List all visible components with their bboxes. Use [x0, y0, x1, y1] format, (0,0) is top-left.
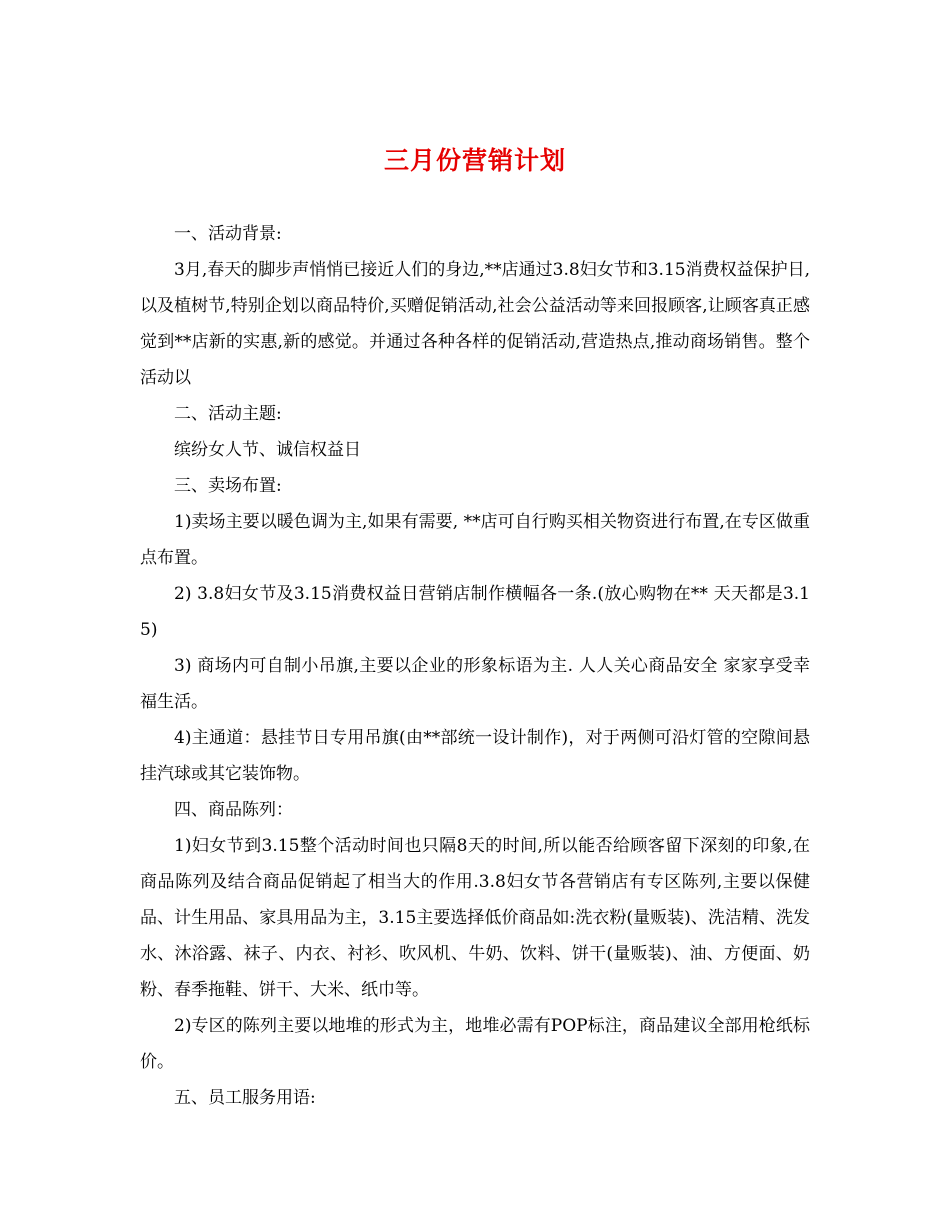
paragraph-theme: 缤纷女人节、诚信权益日 — [174, 440, 361, 460]
section-heading-theme: 二、活动主题: — [174, 404, 282, 424]
paragraph-layout-2: 2) 3.8妇女节及3.15消费权益日营销店制作横幅各一条.(放心购物在** 天天都是3.15) — [140, 584, 810, 640]
paragraph-layout-3: 3) 商场内可自制小吊旗,主要以企业的形象标语为主. 人人关心商品安全 家家享受幸福生活。 — [140, 656, 810, 712]
paragraph-display-2: 2)专区的陈列主要以地堆的形式为主，地堆必需有POP标注，商品建议全部用枪纸标价。 — [140, 1016, 810, 1072]
paragraph-layout-4: 4)主通道：悬挂节日专用吊旗(由**部统一设计制作)，对于两侧可沿灯管的空隙间悬挂汽球或其它装饰物。 — [140, 728, 810, 784]
paragraph-background: 3月,春天的脚步声悄悄已接近人们的身边,**店通过3.8妇女节和3.15消费权益保护日,以及植树节,特别企划以商品特价,买赠促销活动,社会公益活动等来回报顾客,让顾客真正感觉到**店新的实惠,新的感觉。并通过各种各样的促销活动,营造热点,推动商场销售。整个活动以 — [140, 260, 810, 388]
section-heading-layout: 三、卖场布置: — [174, 476, 282, 496]
document-body — [140, 216, 810, 1116]
document-title: 三月份营销计划 — [383, 146, 566, 175]
section-heading-background: 一、活动背景: — [174, 224, 282, 244]
paragraph-layout-1: 1)卖场主要以暖色调为主,如果有需要, **店可自行购买相关物资进行布置,在专区做重点布置。 — [140, 512, 810, 568]
paragraph-display-1: 1)妇女节到3.15整个活动时间也只隔8天的时间,所以能否给顾客留下深刻的印象,在商品陈列及结合商品促销起了相当大的作用.3.8妇女节各营销店有专区陈列,主要以保健品、计生用品、家具用品为主，3.15主要选择低价商品如:洗衣粉(量贩装)、洗洁精、洗发水、沐浴露、袜子、内衣、衬衫、吹风机、牛奶、饮料、饼干(量贩装)、油、方便面、奶粉、春季拖鞋、饼干、大米、纸巾等。 — [140, 836, 810, 1000]
section-heading-service: 五、员工服务用语: — [174, 1088, 316, 1108]
section-heading-display: 四、商品陈列： — [174, 800, 293, 820]
